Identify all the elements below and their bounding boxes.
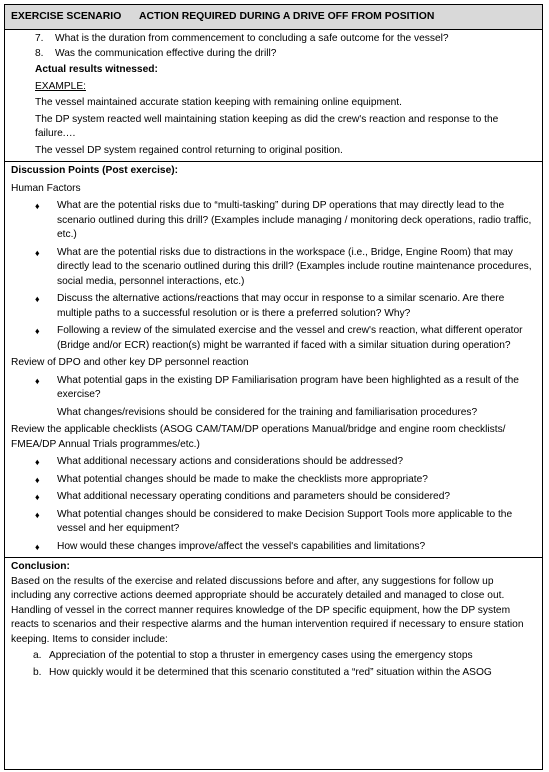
bullet-text: How would these changes improve/affect the vessel's capabilities and limitations? <box>57 540 426 552</box>
followup-text: What changes/revisions should be considered for the training and familiarisation procedures? <box>57 406 478 418</box>
item-text: Was the communication effective during the drill? <box>55 47 277 59</box>
header-exercise-scenario: EXERCISE SCENARIO <box>11 10 122 22</box>
diamond-bullet-icon: ♦ <box>35 326 40 336</box>
item-number: 8. <box>35 47 44 59</box>
item-letter: a. <box>33 650 42 661</box>
bullet-text: What additional necessary operating conditions and parameters should be considered? <box>57 491 451 502</box>
bullet-item <box>11 473 536 488</box>
bullet-item <box>11 455 536 470</box>
group-heading: Human Factors <box>11 182 81 194</box>
conclusion-title: Conclusion: <box>11 561 70 572</box>
discussion-section <box>5 162 542 558</box>
bullet-item <box>11 540 536 555</box>
bullet-text: What potential gaps in the existing DP Familiarisation program have been highlighted as a result of the exercise? <box>57 374 519 400</box>
conclusion-paragraph: Based on the results of the exercise and related discussions before and after, any suggestions for follow up including any corrective actions deemed appropriate should be accurately detailed and managed to close out. <box>11 575 505 601</box>
diamond-bullet-icon: ♦ <box>35 294 40 304</box>
item-number: 7. <box>35 33 44 44</box>
item-text: How quickly would it be determined that this scenario constituted a “red” situation within the ASOG <box>49 666 492 678</box>
result-line: The DP system reacted well maintaining station keeping as did the crew's reaction and response to the failure.… <box>35 113 499 139</box>
results-title: Actual results witnessed: <box>35 64 158 75</box>
example-label-text: EXAMPLE: <box>35 80 86 92</box>
bullet-text: What potential changes should be made to make the checklists more appropriate? <box>57 473 428 485</box>
bullet-item <box>11 374 536 403</box>
header-action-required: ACTION REQUIRED DURING A DRIVE OFF FROM POSITION <box>139 10 435 22</box>
table-header <box>5 5 542 30</box>
result-line: The vessel maintained accurate station keeping with remaining online equipment. <box>35 97 402 108</box>
numbered-item <box>11 47 536 62</box>
example-label <box>11 80 536 95</box>
document-page <box>4 4 543 770</box>
bullet-item <box>11 490 536 505</box>
bullet-item <box>11 246 536 290</box>
numbered-item <box>11 32 536 47</box>
bullet-text: What are the potential risks due to “multi-tasking” during DP operations that may directly lead to the scenario outlined during this drill? (Examples include managing / monitoring deck operations, radio traffic, etc.) <box>57 200 532 240</box>
item-letter: b. <box>33 666 42 678</box>
bullet-text: Following a review of the simulated exercise and the vessel and crew's reaction, what different operator (Bridge and/or ECR) reaction(s) might be warranted if faced with a similar situation during operation? <box>57 325 523 351</box>
results-section <box>5 30 542 162</box>
item-text: Appreciation of the potential to stop a thruster in emergency cases using the emergency stops <box>49 650 473 661</box>
conclusion-section <box>5 558 542 683</box>
bullet-text: What potential changes should be considered to make Decision Support Tools more applicable to the vessel and her equipment? <box>57 508 513 534</box>
diamond-bullet-icon: ♦ <box>35 247 40 258</box>
diamond-bullet-icon: ♦ <box>35 474 40 485</box>
discussion-title: Discussion Points (Post exercise): <box>11 165 179 176</box>
group-heading: Review of DPO and other key DP personnel reaction <box>11 357 249 368</box>
item-text: What is the duration from commencement to concluding a safe outcome for the vessel? <box>55 33 449 44</box>
diamond-bullet-icon: ♦ <box>35 375 40 386</box>
diamond-bullet-icon: ♦ <box>35 201 40 211</box>
bullet-item <box>11 508 536 537</box>
result-line: The vessel DP system regained control returning to original position. <box>35 144 343 156</box>
diamond-bullet-icon: ♦ <box>35 509 40 520</box>
lettered-item <box>11 666 536 681</box>
conclusion-paragraph: Handling of vessel in the correct manner requires knowledge of the DP specific equipment, how the DP system reacts to scenarios and their respective alarms and the human intervention required if necessary to ensure station keeping. Items to consider include: <box>11 604 524 645</box>
diamond-bullet-icon: ♦ <box>35 492 40 502</box>
bullet-item <box>11 199 536 243</box>
bullet-item <box>11 324 536 353</box>
bullet-text: What are the potential risks due to distractions in the workspace (i.e., Bridge, Engine Room) that may directly lead to the scenario outlined during this drill? (Examples include routine maintenance procedures, social media, personnel interactions, etc.) <box>57 246 532 287</box>
bullet-text: What additional necessary actions and considerations should be addressed? <box>57 456 404 467</box>
group-heading: Review the applicable checklists (ASOG CAM/TAM/DP operations Manual/bridge and engine room checklists/ FMEA/DP Annual Trials programmes/etc.) <box>11 424 506 450</box>
diamond-bullet-icon: ♦ <box>35 541 40 552</box>
diamond-bullet-icon: ♦ <box>35 457 40 467</box>
bullet-text: Discuss the alternative actions/reactions that may occur in response to a similar scenario. Are there multiple paths to a successful resolution or is there a preferred solution? Why? <box>57 293 505 319</box>
bullet-item <box>11 292 536 321</box>
lettered-item <box>11 649 536 664</box>
